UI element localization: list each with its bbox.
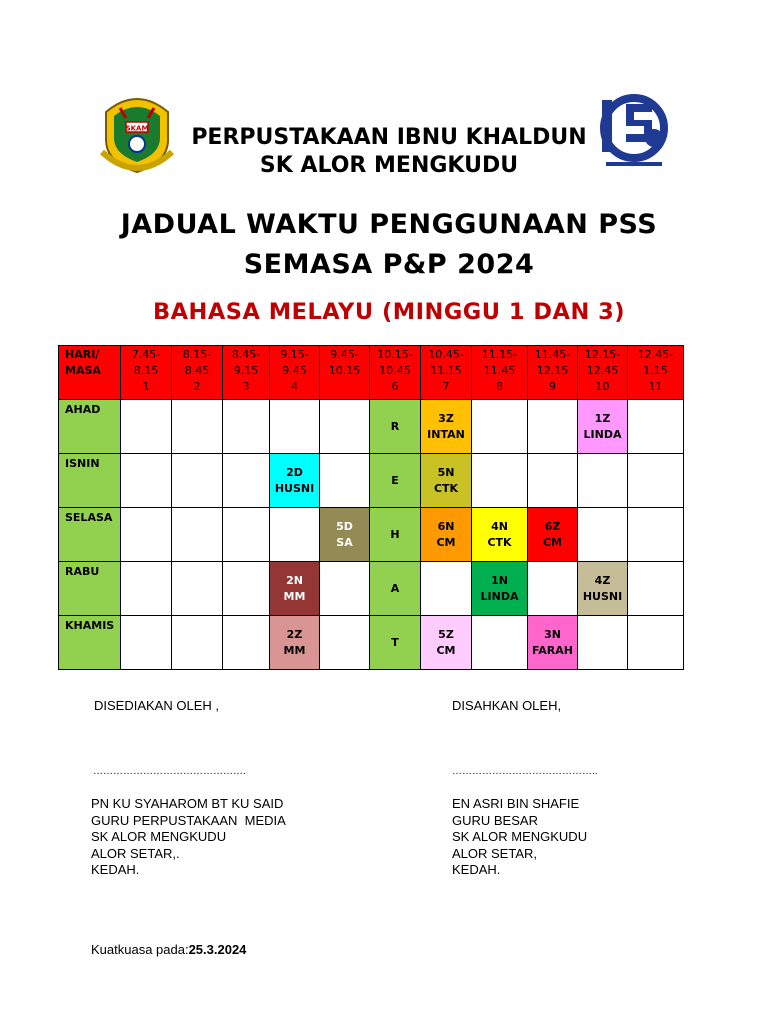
class-slot [472, 562, 528, 616]
period-number: 9 [549, 380, 556, 393]
empty-slot [528, 400, 578, 454]
class-slot [421, 400, 472, 454]
prepared-by-label: DISEDIAKAN OLEH , [94, 698, 219, 713]
class-name: 4N [491, 519, 508, 533]
class-name: 4Z [594, 573, 611, 587]
prepared-by-line: SK ALOR MENGKUDU [91, 829, 227, 844]
day-name: RABU [59, 562, 121, 616]
period-number: 3 [242, 380, 250, 393]
teacher-name: LINDA [480, 589, 519, 603]
empty-slot [172, 400, 223, 454]
period-number: 8 [496, 380, 503, 393]
empty-slot [320, 454, 370, 508]
timetable [58, 345, 684, 670]
teacher-name: FARAH [532, 643, 573, 657]
rehat-cell: H [370, 508, 421, 562]
empty-slot [528, 562, 578, 616]
teacher-name: CM [436, 535, 456, 549]
period-header [370, 346, 421, 400]
timetable-row [59, 616, 684, 670]
empty-slot [121, 454, 172, 508]
class-name: 1N [491, 573, 508, 587]
empty-slot [628, 508, 684, 562]
day-name: AHAD [59, 400, 121, 454]
teacher-name: CTK [433, 481, 459, 495]
period-time-start: 10.45- [428, 348, 464, 361]
period-header [528, 346, 578, 400]
day-name: SELASA [59, 508, 121, 562]
empty-slot [121, 562, 172, 616]
empty-slot [172, 616, 223, 670]
signature-line-left: ………………………………………. [93, 766, 246, 777]
prepared-by-details [91, 796, 286, 879]
class-name: 3N [544, 627, 561, 641]
period-header [472, 346, 528, 400]
crest-label: SKAM [125, 124, 149, 133]
period-time-end: 10.45 [379, 364, 411, 377]
empty-slot [121, 508, 172, 562]
approved-by-line: KEDAH. [452, 862, 501, 877]
period-time-start: 8.15- [182, 348, 212, 361]
period-time-end: 8.15 [133, 364, 159, 377]
empty-slot [270, 400, 320, 454]
class-slot [528, 616, 578, 670]
teacher-name: CM [542, 535, 563, 549]
prepared-by-line: KEDAH. [91, 862, 140, 877]
empty-slot [421, 562, 472, 616]
period-number: 7 [442, 380, 450, 393]
class-slot [320, 508, 370, 562]
period-header [223, 346, 270, 400]
empty-slot [223, 562, 270, 616]
timetable-row [59, 454, 684, 508]
document-title-line1: JADUAL WAKTU PENGGUNAAN PSS [120, 209, 658, 240]
empty-slot [172, 508, 223, 562]
empty-slot [628, 562, 684, 616]
period-number: 10 [595, 380, 610, 393]
teacher-name: HUSNI [274, 481, 315, 495]
period-time-start: 7.45- [131, 348, 161, 361]
period-number: 1 [142, 380, 150, 393]
subject-subtitle: BAHASA MELAYU (MINGGU 1 DAN 3) [152, 299, 626, 325]
signature-line-right: …………………………………….. [452, 766, 598, 777]
day-name: ISNIN [59, 454, 121, 508]
pss-logo-text: PSS [629, 156, 639, 162]
prepared-by-line: GURU PERPUSTAKAAN MEDIA [91, 812, 286, 828]
period-time-end: 12.45 [586, 364, 619, 377]
period-header [172, 346, 223, 400]
period-time-end: 11.45 [483, 364, 516, 377]
class-slot [472, 508, 528, 562]
rehat-cell: R [370, 400, 421, 454]
teacher-name: HUSNI [582, 589, 623, 603]
empty-slot [472, 616, 528, 670]
class-name: 2Z [286, 627, 303, 641]
day-name: KHAMIS [59, 616, 121, 670]
teacher-name: INTAN [427, 427, 465, 441]
empty-slot [472, 400, 528, 454]
library-name: PERPUSTAKAAN IBNU KHALDUN [191, 125, 587, 150]
corner-line: MASA [65, 364, 101, 377]
empty-slot [172, 562, 223, 616]
period-number: 4 [291, 380, 298, 393]
timetable-header-row [59, 346, 684, 400]
period-number: 11 [648, 380, 663, 393]
class-slot [421, 616, 472, 670]
period-time-start: 11.15- [481, 348, 518, 361]
period-time-end: 11.15 [430, 364, 462, 377]
class-slot [421, 508, 472, 562]
empty-slot [223, 508, 270, 562]
empty-slot [121, 616, 172, 670]
empty-slot [528, 454, 578, 508]
period-time-start: 10.15- [377, 348, 413, 361]
effective-date [91, 942, 246, 959]
empty-slot [320, 562, 370, 616]
period-header [421, 346, 472, 400]
class-name: 2N [286, 573, 303, 587]
period-header [628, 346, 684, 400]
empty-slot [578, 616, 628, 670]
period-time-end: 1.15 [643, 364, 668, 377]
empty-slot [121, 400, 172, 454]
effective-date-label: Kuatkuasa pada: [91, 942, 189, 957]
period-header [270, 346, 320, 400]
approved-by-line: SK ALOR MENGKUDU [452, 829, 588, 844]
period-time-start: 9.15- [280, 348, 309, 361]
class-name: 6N [437, 519, 455, 533]
period-time-start: 9.45- [330, 348, 359, 361]
class-name: 3Z [438, 411, 454, 425]
period-time-start: 12.15- [584, 348, 621, 361]
empty-slot [223, 400, 270, 454]
period-time-end: 9.15 [233, 364, 259, 377]
empty-slot [472, 454, 528, 508]
period-header [121, 346, 172, 400]
empty-slot [223, 454, 270, 508]
period-time-end: 9.45 [282, 364, 307, 377]
prepared-by-line: ALOR SETAR,. [91, 845, 180, 861]
corner-header [59, 346, 121, 400]
period-time-end: 8.45 [184, 364, 210, 377]
period-number: 2 [193, 380, 201, 393]
period-time-start: 12.45- [637, 348, 674, 361]
class-name: 6Z [544, 519, 561, 533]
teacher-name: LINDA [583, 427, 622, 441]
approved-by-details [452, 796, 587, 879]
teacher-name: CTK [487, 535, 512, 549]
corner-line: HARI/ [65, 348, 100, 361]
teacher-name: MM [283, 589, 306, 603]
class-slot [578, 562, 628, 616]
rehat-cell: A [370, 562, 421, 616]
prepared-by-line: PN KU SYAHAROM BT KU SAID [91, 796, 284, 811]
class-name: 5Z [438, 627, 454, 641]
class-slot [270, 454, 320, 508]
empty-slot [172, 454, 223, 508]
class-slot [421, 454, 472, 508]
empty-slot [578, 508, 628, 562]
teacher-name: CM [436, 643, 456, 657]
empty-slot [628, 616, 684, 670]
period-time-start: 8.45- [231, 348, 261, 361]
effective-date-value: 25.3.2024 [188, 942, 247, 957]
empty-slot [320, 400, 370, 454]
timetable-row [59, 508, 684, 562]
class-name: 5D [336, 519, 353, 533]
empty-slot [320, 616, 370, 670]
period-number: 6 [391, 380, 399, 393]
empty-slot [270, 508, 320, 562]
approved-by-line: ALOR SETAR, [452, 845, 538, 861]
class-slot [270, 562, 320, 616]
period-header [578, 346, 628, 400]
class-slot [578, 400, 628, 454]
timetable-row [59, 562, 684, 616]
period-time-start: 11.45- [534, 348, 571, 361]
document-title-line2: SEMASA P&P 2024 [243, 249, 535, 280]
approved-by-line: EN ASRI BIN SHAFIE [452, 796, 580, 811]
period-header [320, 346, 370, 400]
class-name: 1Z [594, 411, 611, 425]
teacher-name: SA [336, 535, 353, 549]
rehat-cell: E [370, 454, 421, 508]
approved-by-label: DISAHKAN OLEH, [452, 698, 562, 713]
class-slot [528, 508, 578, 562]
empty-slot [578, 454, 628, 508]
empty-slot [628, 454, 684, 508]
period-time-end: 10.15 [328, 364, 361, 377]
timetable-row [59, 400, 684, 454]
class-slot [270, 616, 320, 670]
empty-slot [628, 400, 684, 454]
class-name: 5N [437, 465, 455, 479]
school-name: SK ALOR MENGKUDU [259, 153, 519, 178]
class-name: 2D [286, 465, 303, 479]
teacher-name: MM [283, 643, 306, 657]
empty-slot [223, 616, 270, 670]
approved-by-line: GURU BESAR [452, 812, 538, 828]
rehat-cell: T [370, 616, 421, 670]
period-time-end: 12.15 [536, 364, 569, 377]
